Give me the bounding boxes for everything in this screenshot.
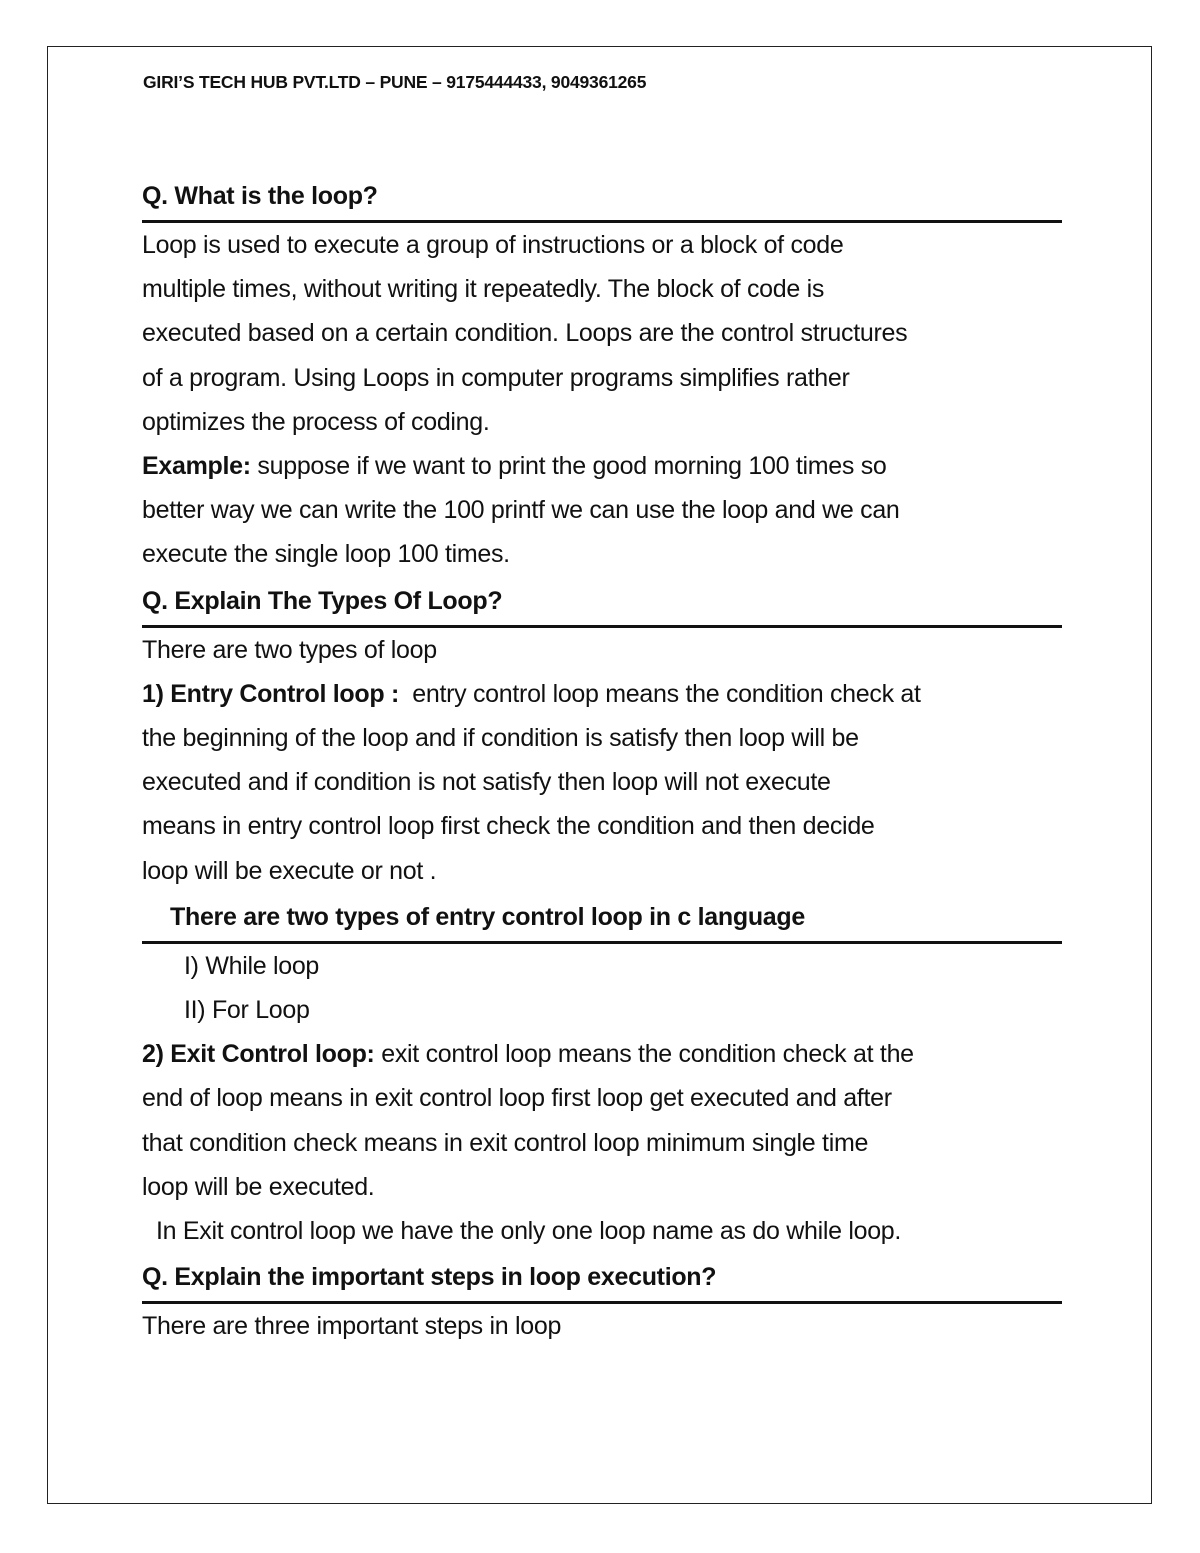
- example-text: suppose if we want to print the good morning 100 times so: [250, 452, 887, 481]
- paragraph-line: There are three important steps in loop: [142, 1312, 562, 1341]
- company-header: GIRI’S TECH HUB PVT.LTD – PUNE – 9175444433, 9049361265: [143, 72, 647, 92]
- example-label: Example:: [142, 452, 251, 481]
- paragraph-line: end of loop means in exit control loop first loop get executed and after: [142, 1084, 892, 1113]
- paragraph-line: multiple times, without writing it repeatedly. The block of code is: [142, 275, 825, 304]
- paragraph-line: There are two types of loop: [142, 635, 437, 664]
- entry-types-heading: There are two types of entry control loop in c language: [142, 893, 1062, 944]
- question-heading-types-of-loop: Q. Explain The Types Of Loop?: [142, 577, 1062, 628]
- paragraph-line: optimizes the process of coding.: [142, 407, 490, 436]
- entry-control-line: [142, 672, 1062, 716]
- document-body: [142, 172, 1062, 1348]
- paragraph-line: executed based on a certain condition. Loops are the control structures: [142, 319, 908, 348]
- question-heading-what-is-loop: Q. What is the loop?: [142, 172, 1062, 223]
- paragraph-line: Loop is used to execute a group of instructions or a block of code: [142, 231, 844, 259]
- paragraph-line: execute the single loop 100 times.: [142, 540, 510, 569]
- exit-control-note: In Exit control loop we have the only one loop name as do while loop.: [156, 1217, 902, 1246]
- paragraph-line: loop will be executed.: [142, 1172, 375, 1201]
- list-item-for-loop: II) For Loop: [184, 996, 310, 1025]
- paragraph-line: means in entry control loop first check the condition and then decide: [142, 812, 875, 841]
- example-line: [142, 444, 1062, 488]
- list-item-while-loop: I) While loop: [184, 951, 320, 980]
- paragraph-line: executed and if condition is not satisfy then loop will not execute: [142, 768, 831, 797]
- paragraph-line: that condition check means in exit control loop minimum single time: [142, 1128, 869, 1157]
- paragraph-line: better way we can write the 100 printf we can use the loop and we can: [142, 496, 900, 525]
- exit-control-line: [142, 1032, 1062, 1076]
- paragraph-line: the beginning of the loop and if condition is satisfy then loop will be: [142, 724, 859, 753]
- exit-control-text: exit control loop means the condition check at the: [374, 1040, 914, 1069]
- paragraph-line: loop will be execute or not .: [142, 856, 437, 885]
- entry-control-text: entry control loop means the condition check at: [398, 679, 921, 708]
- entry-control-label: 1) Entry Control loop :: [142, 679, 399, 708]
- question-heading-loop-steps: Q. Explain the important steps in loop execution?: [142, 1253, 1062, 1304]
- exit-control-label: 2) Exit Control loop:: [142, 1040, 375, 1069]
- paragraph-line: of a program. Using Loops in computer programs simplifies rather: [142, 363, 850, 392]
